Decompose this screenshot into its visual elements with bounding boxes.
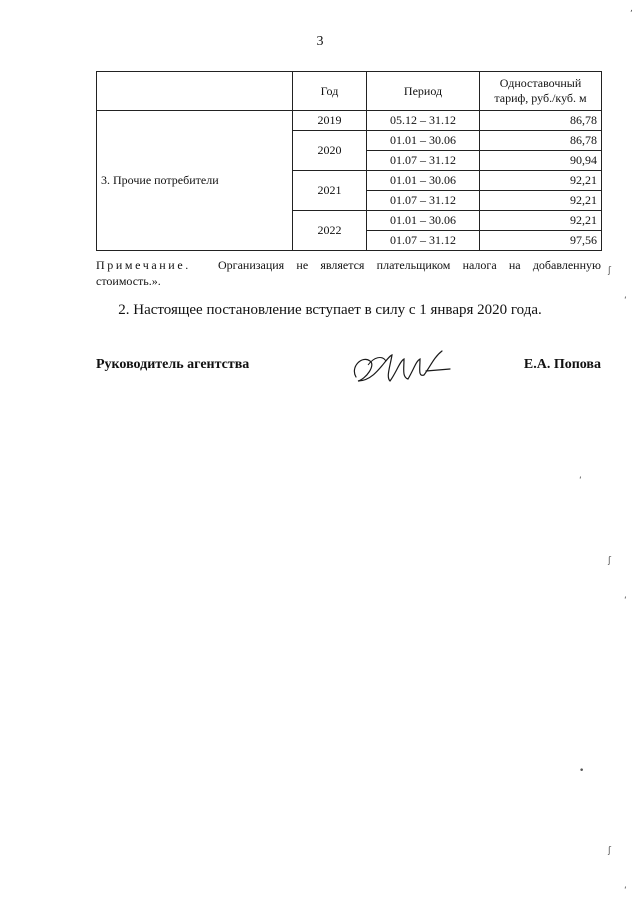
period-cell: 01.01 – 30.06 bbox=[367, 131, 480, 151]
year-cell: 2020 bbox=[293, 131, 367, 171]
tariff-cell: 92,21 bbox=[480, 171, 602, 191]
period-cell: 01.07 – 31.12 bbox=[367, 151, 480, 171]
header-tariff: Одноставочный тариф, руб./куб. м bbox=[480, 72, 602, 111]
scan-artifact: ʻ bbox=[579, 476, 582, 486]
year-cell: 2022 bbox=[293, 211, 367, 251]
scan-artifact: ʃ bbox=[608, 556, 612, 566]
tariff-table bbox=[96, 71, 602, 251]
header-year: Год bbox=[293, 72, 367, 111]
table-row bbox=[97, 111, 602, 131]
period-cell: 05.12 – 31.12 bbox=[367, 111, 480, 131]
note-text: Организация не является плательщиком налога на добавленную bbox=[218, 258, 601, 272]
period-cell: 01.01 – 30.06 bbox=[367, 211, 480, 231]
header-consumer bbox=[97, 72, 293, 111]
signatory-title: Руководитель агентства bbox=[96, 357, 250, 372]
scan-artifact: ʃ bbox=[608, 846, 612, 856]
signatory-name: Е.А. Попова bbox=[523, 357, 601, 372]
scan-artifact: ʻ bbox=[624, 886, 627, 896]
tariff-cell: 86,78 bbox=[480, 111, 602, 131]
signature-block bbox=[96, 351, 601, 391]
page-number: 3 bbox=[316, 34, 324, 49]
header-period: Период bbox=[367, 72, 480, 111]
period-cell: 01.01 – 30.06 bbox=[367, 171, 480, 191]
handwritten-signature bbox=[346, 347, 456, 391]
tariff-cell: 92,21 bbox=[480, 211, 602, 231]
table-header-row bbox=[97, 72, 602, 111]
consumer-category: 3. Прочие потребители bbox=[97, 111, 293, 251]
period-cell: 01.07 – 31.12 bbox=[367, 231, 480, 251]
scan-artifact: , bbox=[630, 4, 633, 14]
scan-artifact: • bbox=[579, 766, 585, 776]
scan-artifact: ʃ bbox=[608, 266, 612, 276]
tariff-cell: 92,21 bbox=[480, 191, 602, 211]
year-cell: 2021 bbox=[293, 171, 367, 211]
year-cell: 2019 bbox=[293, 111, 367, 131]
period-cell: 01.07 – 31.12 bbox=[367, 191, 480, 211]
tariff-cell: 90,94 bbox=[480, 151, 602, 171]
note-text-continuation: стоимость.». bbox=[96, 274, 161, 288]
effective-date-paragraph: 2. Настоящее постановление вступает в силу с 1 января 2020 года. bbox=[118, 302, 542, 318]
scan-artifact: ʻ bbox=[624, 596, 627, 606]
note-label: Примечание. bbox=[96, 258, 191, 272]
scan-artifact: ʻ bbox=[624, 296, 627, 306]
tariff-cell: 86,78 bbox=[480, 131, 602, 151]
tariff-cell: 97,56 bbox=[480, 231, 602, 251]
